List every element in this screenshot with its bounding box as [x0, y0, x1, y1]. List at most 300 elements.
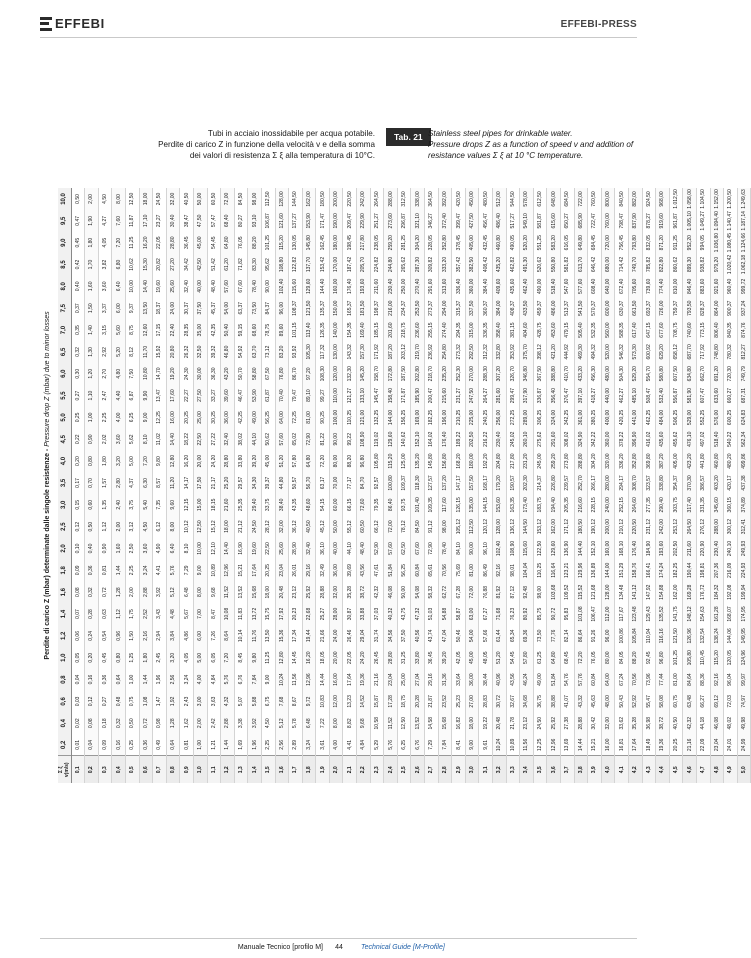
table-cell: 1,80 [139, 647, 153, 669]
table-cell: 239,57 [560, 472, 574, 494]
table-cell: 494,32 [588, 341, 602, 363]
table-cell: 18,00 [261, 581, 275, 603]
table-cell: 14,40 [166, 428, 180, 450]
table-cell: 254,80 [438, 341, 452, 363]
table-cell: 68,45 [560, 647, 574, 669]
table-cell: 499,86 [737, 450, 751, 472]
table-cell: 180,00 [465, 450, 479, 472]
table-cell: 384,40 [479, 275, 493, 297]
table-cell: 147,17 [452, 472, 466, 494]
table-cell: 1.094,40 [710, 210, 724, 232]
table-cell: 156,80 [438, 450, 452, 472]
table-cell: 123,48 [628, 603, 642, 625]
table-cell: 100,86 [615, 625, 629, 647]
table-cell: 106,87 [261, 210, 275, 232]
row-velocity: 2,0 [329, 756, 343, 783]
table-cell: 95,83 [560, 603, 574, 625]
table-cell: 225,00 [465, 407, 479, 429]
table-cell: 342,25 [560, 407, 574, 429]
table-cell: 32,40 [180, 275, 194, 297]
table-cell: 180,50 [574, 516, 588, 538]
table-cell: 135,37 [316, 297, 330, 319]
table-cell: 129,60 [384, 428, 398, 450]
table-cell: 157,30 [357, 341, 371, 363]
table-cell: 462,82 [506, 254, 520, 276]
table-cell: 40,50 [180, 188, 194, 210]
table-cell: 66,27 [696, 690, 710, 712]
table-cell: 229,90 [357, 210, 371, 232]
table-cell: 360,37 [479, 297, 493, 319]
table-cell: 39,20 [248, 450, 262, 472]
column-header: 2,5 [58, 516, 71, 538]
row-velocity: 4,9 [724, 756, 738, 783]
table-cell: 204,80 [493, 450, 507, 472]
table-cell: 61,44 [493, 625, 507, 647]
table-cell: 161,28 [710, 603, 724, 625]
row-velocity: 3,1 [479, 756, 493, 783]
table-cell: 672,40 [615, 275, 629, 297]
table-cell: 36,45 [180, 232, 194, 254]
table-cell: 255,15 [425, 319, 439, 341]
table-cell: 0,49 [153, 734, 167, 756]
table-cell: 14,52 [357, 690, 371, 712]
table-cell: 352,80 [628, 450, 642, 472]
table-cell: 9,80 [248, 647, 262, 669]
table-row [71, 188, 85, 783]
table-cell: 22,50 [261, 538, 275, 560]
column-header: 0,8 [58, 669, 71, 691]
table-cell: 480,50 [479, 188, 493, 210]
table-cell: 296,87 [397, 210, 411, 232]
table-cell: 30,25 [207, 407, 221, 429]
table-cell: 25,23 [452, 690, 466, 712]
table-cell: 135,00 [465, 494, 479, 516]
table-cell: 0,10 [71, 538, 85, 560]
table-cell: 75,69 [452, 559, 466, 581]
table-row [302, 188, 316, 783]
table-cell: 158,40 [384, 385, 398, 407]
table-cell: 153,60 [493, 494, 507, 516]
table-cell: 112,50 [261, 188, 275, 210]
row-velocity: 4,3 [642, 756, 656, 783]
table-cell: 185,15 [370, 319, 384, 341]
table-cell: 48,40 [357, 538, 371, 560]
table-cell: 3,60 [98, 275, 112, 297]
table-cell: 266,17 [588, 472, 602, 494]
table-cell: 680,00 [601, 254, 615, 276]
table-cell: 0,90 [98, 538, 112, 560]
table-cell: 1,44 [139, 669, 153, 691]
table-cell: 46,47 [234, 385, 248, 407]
table-cell: 187,20 [384, 341, 398, 363]
table-cell: 242,00 [357, 188, 371, 210]
table-cell: 55,47 [642, 690, 656, 712]
table-cell: 209,47 [343, 210, 357, 232]
table-cell: 773,15 [696, 319, 710, 341]
table-cell: 40,32 [384, 603, 398, 625]
table-cell: 86,49 [479, 559, 493, 581]
table-cell: 11,70 [139, 341, 153, 363]
table-cell: 32,50 [193, 341, 207, 363]
row-velocity: 2,5 [397, 756, 411, 783]
table-cell: 812,27 [737, 341, 751, 363]
table-cell: 299,47 [506, 385, 520, 407]
table-cell: 3,63 [207, 690, 221, 712]
table-cell: 20,00 [329, 647, 343, 669]
table-cell: 367,50 [533, 363, 547, 385]
table-cell: 90,00 [329, 428, 343, 450]
table-cell: 288,80 [574, 450, 588, 472]
table-cell: 50,46 [452, 625, 466, 647]
table-cell: 50,00 [193, 188, 207, 210]
table-cell: 10,14 [234, 625, 248, 647]
table-cell: 578,00 [520, 188, 534, 210]
table-cell: 41,07 [560, 690, 574, 712]
table-cell: 8,10 [139, 428, 153, 450]
table-cell: 176,72 [696, 581, 710, 603]
table-cell: 216,22 [479, 428, 493, 450]
table-cell: 9,00 [261, 669, 275, 691]
table-cell: 9,37 [125, 297, 139, 319]
table-cell: 1,40 [85, 319, 99, 341]
table-cell: 554,70 [642, 363, 656, 385]
table-row [601, 188, 615, 783]
table-cell: 25,60 [166, 275, 180, 297]
table-cell: 883,60 [696, 275, 710, 297]
table-cell: 115,52 [574, 581, 588, 603]
table-cell: 120,00 [329, 363, 343, 385]
table-cell: 45,00 [193, 232, 207, 254]
table-cell: 264,60 [628, 494, 642, 516]
table-cell: 93,92 [289, 341, 303, 363]
table-cell: 33,88 [357, 603, 371, 625]
table-cell: 12,15 [180, 494, 194, 516]
table-cell: 28,80 [166, 232, 180, 254]
table-cell: 306,25 [533, 407, 547, 429]
table-cell: 251,27 [370, 210, 384, 232]
pressure-drop-table-frame [40, 188, 747, 783]
table-cell: 780,32 [724, 341, 738, 363]
table-cell: 106,47 [588, 603, 602, 625]
table-cell: 137,20 [438, 472, 452, 494]
table-cell: 13,52 [234, 581, 248, 603]
table-cell: 48,00 [601, 690, 615, 712]
table-cell: 315,37 [452, 297, 466, 319]
table-cell: 93,10 [248, 210, 262, 232]
table-cell: 77,17 [343, 472, 357, 494]
table-cell: 236,60 [411, 319, 425, 341]
table-cell: 143,32 [343, 341, 357, 363]
table-cell: 840,35 [724, 319, 738, 341]
table-cell: 309,82 [425, 254, 439, 276]
table-cell: 36,75 [533, 690, 547, 712]
table-cell: 174,24 [656, 559, 670, 581]
table-cell: 28,88 [574, 712, 588, 734]
table-cell: 15,12 [207, 516, 221, 538]
table-cell: 1,57 [98, 472, 112, 494]
table-cell: 48,02 [724, 712, 738, 734]
table-cell: 72,60 [357, 494, 371, 516]
table-cell: 308,02 [560, 428, 574, 450]
table-row [710, 188, 724, 783]
table-cell: 36,10 [316, 538, 330, 560]
table-cell: 722,47 [588, 210, 602, 232]
table-cell: 59,15 [234, 319, 248, 341]
table-cell: 21,66 [316, 625, 330, 647]
table-cell: 39,37 [261, 472, 275, 494]
table-cell: 93,75 [397, 494, 411, 516]
table-cell: 16,81 [615, 734, 629, 756]
row-velocity: 2,9 [452, 756, 466, 783]
table-cell: 342,22 [588, 428, 602, 450]
table-cell: 0,81 [98, 559, 112, 581]
table-cell: 1,62 [180, 712, 194, 734]
table-cell: 156,25 [397, 407, 411, 429]
table-cell: 408,37 [506, 297, 520, 319]
table-cell: 600,25 [724, 407, 738, 429]
table-cell: 162,00 [547, 516, 561, 538]
table-cell: 28,00 [329, 603, 343, 625]
table-cell: 17,50 [193, 472, 207, 494]
table-cell: 785,82 [642, 254, 656, 276]
table-cell: 158,76 [628, 559, 642, 581]
table-cell: 376,47 [560, 385, 574, 407]
table-cell: 380,25 [588, 407, 602, 429]
table-cell: 9,60 [166, 494, 180, 516]
table-cell: 13,52 [411, 712, 425, 734]
table-cell: 453,60 [547, 319, 561, 341]
table-cell: 312,32 [479, 341, 493, 363]
table-cell: 219,70 [411, 341, 425, 363]
table-cell: 99,27 [316, 385, 330, 407]
table-cell: 3,20 [166, 647, 180, 669]
table-cell: 18,75 [397, 690, 411, 712]
table-cell: 66,12 [370, 516, 384, 538]
table-cell: 57,66 [479, 625, 493, 647]
table-cell: 15,92 [153, 341, 167, 363]
table-cell: 24,00 [329, 625, 343, 647]
table-cell: 110,00 [329, 385, 343, 407]
table-cell: 450,00 [465, 188, 479, 210]
table-cell: 153,90 [302, 210, 316, 232]
table-cell: 96,00 [601, 625, 615, 647]
table-cell: 6,75 [261, 690, 275, 712]
table-cell: 11,25 [261, 647, 275, 669]
table-cell: 37,03 [370, 603, 384, 625]
table-cell: 58,32 [425, 581, 439, 603]
table-cell: 864,00 [710, 297, 724, 319]
table-cell: 21,16 [683, 734, 697, 756]
table-cell: 0,45 [98, 647, 112, 669]
column-header: 8,5 [58, 254, 71, 276]
table-cell: 4,05 [98, 232, 112, 254]
table-cell: 0,96 [112, 625, 126, 647]
table-cell: 51,84 [384, 559, 398, 581]
table-cell: 45,00 [465, 647, 479, 669]
table-cell: 90,25 [316, 407, 330, 429]
table-cell: 54,15 [316, 494, 330, 516]
table-cell: 7,84 [438, 734, 452, 756]
table-cell: 45,37 [207, 297, 221, 319]
table-cell: 580,80 [656, 363, 670, 385]
table-cell: 600,92 [642, 341, 656, 363]
table-cell: 99,22 [343, 428, 357, 450]
table-cell: 54,00 [465, 625, 479, 647]
table-cell: 84,05 [615, 647, 629, 669]
table-cell: 98,00 [248, 188, 262, 210]
table-cell: 0,35 [71, 319, 85, 341]
table-cell: 116,16 [656, 625, 670, 647]
table-cell: 218,75 [397, 319, 411, 341]
table-cell: 1,96 [153, 669, 167, 691]
table-cell: 60,00 [329, 494, 343, 516]
column-header: 3,5 [58, 472, 71, 494]
table-cell: 911,25 [669, 232, 683, 254]
table-cell: 96,80 [357, 450, 371, 472]
table-cell: 23,04 [710, 734, 724, 756]
table-cell: 231,12 [642, 516, 656, 538]
table-cell: 10,58 [370, 712, 384, 734]
table-cell: 171,47 [316, 210, 330, 232]
table-cell: 272,25 [506, 407, 520, 429]
table-cell: 69,12 [710, 690, 724, 712]
table-cell: 50,40 [221, 319, 235, 341]
table-cell: 588,35 [615, 319, 629, 341]
table-cell: 774,40 [656, 275, 670, 297]
table-cell: 196,00 [438, 407, 452, 429]
table-cell: 145,80 [425, 450, 439, 472]
table-cell: 78,40 [248, 275, 262, 297]
table-cell: 2,89 [289, 734, 303, 756]
table-cell: 616,05 [560, 232, 574, 254]
table-cell: 22,09 [696, 734, 710, 756]
table-cell: 529,00 [683, 407, 697, 429]
table-cell: 456,30 [588, 363, 602, 385]
table-cell: 28,80 [221, 450, 235, 472]
row-velocity: 2,7 [425, 756, 439, 783]
table-cell: 24,50 [533, 712, 547, 734]
table-cell: 32,40 [302, 538, 316, 560]
table-cell: 34,42 [180, 254, 194, 276]
table-cell: 12,80 [166, 450, 180, 472]
table-cell: 16,00 [329, 669, 343, 691]
table-cell: 0,06 [71, 625, 85, 647]
table-cell: 154,63 [696, 603, 710, 625]
table-cell: 129,60 [302, 275, 316, 297]
table-cell: 14,44 [316, 669, 330, 691]
table-cell: 685,90 [574, 210, 588, 232]
table-cell: 479,15 [560, 319, 574, 341]
table-cell: 51,20 [275, 450, 289, 472]
table-cell: 2,47 [98, 385, 112, 407]
table-cell: 136,12 [506, 516, 520, 538]
table-cell: 462,27 [615, 385, 629, 407]
table-cell: 5,07 [234, 690, 248, 712]
table-cell: 289,00 [520, 407, 534, 429]
table-cell: 6,00 [112, 297, 126, 319]
table-cell: 40,56 [411, 625, 425, 647]
table-cell: 20,25 [180, 407, 194, 429]
column-header: 1,2 [58, 625, 71, 647]
table-cell: 77,44 [656, 669, 670, 691]
table-cell: 3,12 [125, 516, 139, 538]
table-cell: 739,60 [642, 275, 656, 297]
table-cell: 6,48 [302, 712, 316, 734]
table-cell: 74,97 [737, 690, 751, 712]
table-row [139, 188, 153, 783]
table-cell: 714,42 [615, 254, 629, 276]
table-cell: 109,37 [397, 472, 411, 494]
table-cell: 3,43 [153, 603, 167, 625]
table-cell: 84,37 [261, 297, 275, 319]
table-cell: 45,12 [316, 516, 330, 538]
table-cell: 759,37 [669, 297, 683, 319]
table-cell: 67,60 [234, 275, 248, 297]
table-cell: 0,64 [112, 669, 126, 691]
table-cell: 8,57 [153, 472, 167, 494]
table-title-it: Perdite di carico Z (mbar) determinate dalle singole resistenze - [44, 446, 51, 660]
table-cell: 48,60 [302, 494, 316, 516]
table-cell: 88,20 [248, 232, 262, 254]
table-cell: 749,70 [628, 254, 642, 276]
table-cell: 121,27 [343, 385, 357, 407]
table-cell: 20,23 [289, 603, 303, 625]
table-cell: 198,81 [696, 559, 710, 581]
table-cell: 230,40 [710, 538, 724, 560]
table-cell: 149,95 [737, 625, 751, 647]
table-cell: 115,60 [520, 538, 534, 560]
table-cell: 235,20 [438, 363, 452, 385]
table-cell: 384,00 [493, 297, 507, 319]
table-cell: 360,00 [601, 428, 615, 450]
table-cell: 27,00 [465, 690, 479, 712]
table-cell: 5,00 [125, 450, 139, 472]
table-cell: 0,08 [85, 712, 99, 734]
table-cell: 793,50 [683, 297, 697, 319]
table-cell: 88,20 [628, 647, 642, 669]
table-cell: 513,37 [560, 297, 574, 319]
row-velocity: 1,4 [248, 756, 262, 783]
table-cell: 375,70 [520, 341, 534, 363]
table-cell: 0,75 [125, 690, 139, 712]
table-cell: 247,50 [465, 385, 479, 407]
table-cell: 2,88 [139, 581, 153, 603]
table-cell: 11,56 [520, 734, 534, 756]
table-cell: 6,80 [112, 254, 126, 276]
table-cell: 31,36 [438, 669, 452, 691]
table-cell: 12,50 [397, 712, 411, 734]
table-cell: 3,84 [166, 625, 180, 647]
table-cell: 240,00 [601, 494, 615, 516]
table-cell: 613,70 [574, 254, 588, 276]
table-cell: 144,00 [384, 407, 398, 429]
table-cell: 32,49 [316, 559, 330, 581]
table-cell: 581,90 [683, 385, 697, 407]
table-cell: 14,45 [289, 647, 303, 669]
table-cell: 2,56 [166, 669, 180, 691]
header-divider [40, 37, 637, 38]
table-cell: 607,50 [669, 363, 683, 385]
row-velocity: 4,2 [628, 756, 642, 783]
table-cell: 21,60 [221, 494, 235, 516]
table-cell: 19,44 [302, 625, 316, 647]
table-row [520, 188, 534, 783]
table-row [479, 188, 493, 783]
table-cell: 81,00 [669, 669, 683, 691]
table-cell: 2,43 [180, 690, 194, 712]
table-cell: 35,28 [343, 581, 357, 603]
table-cell: 132,25 [370, 407, 384, 429]
